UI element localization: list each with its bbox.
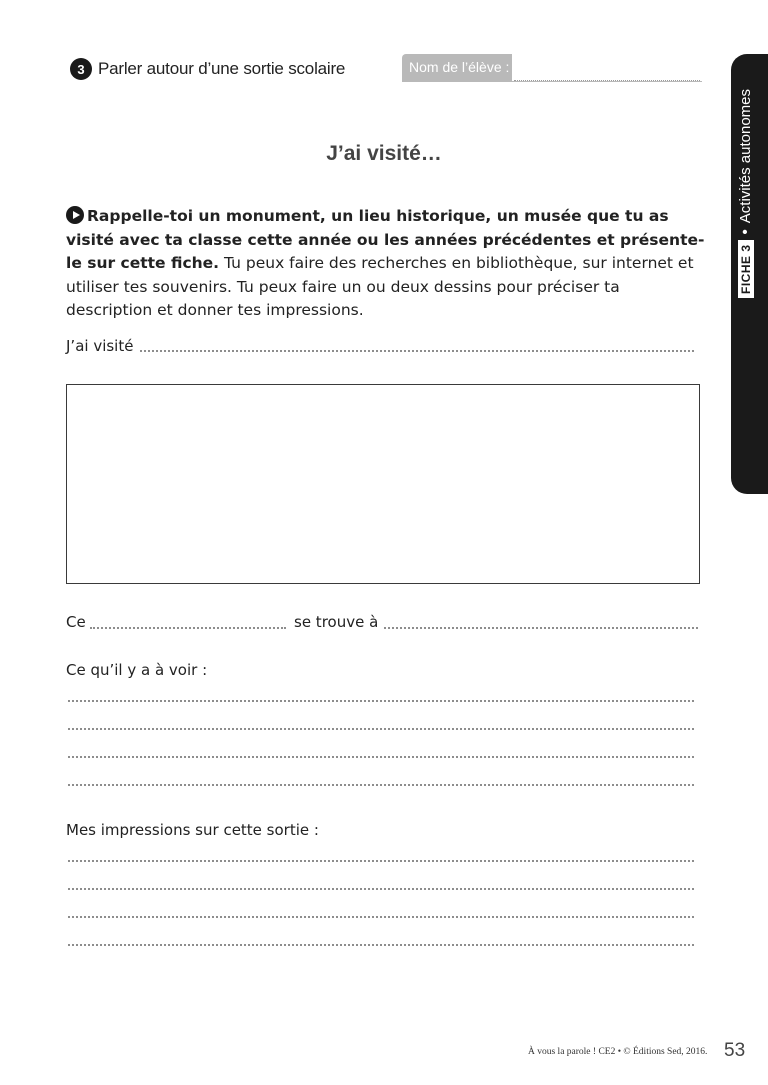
place-name-line[interactable] — [90, 627, 286, 629]
page-number: 53 — [724, 1040, 746, 1061]
impressions-label: Mes impressions sur cette sortie : — [66, 821, 319, 839]
play-icon — [66, 206, 84, 224]
student-name-underline — [402, 81, 702, 82]
voir-answer-line[interactable] — [68, 756, 694, 758]
impressions-answer-line[interactable] — [68, 944, 694, 946]
ce-label: Ce — [66, 613, 86, 631]
impressions-answer-line[interactable] — [68, 888, 694, 890]
footer-credit: À vous la parole ! CE2 • © Éditions Sed, 2016. — [528, 1047, 708, 1057]
visited-label: J’ai visité — [66, 337, 134, 355]
se-trouve-label: se trouve à — [294, 613, 379, 631]
voir-label: Ce qu’il y a à voir : — [66, 661, 208, 679]
drawing-area[interactable] — [66, 384, 700, 584]
location-line[interactable] — [384, 627, 698, 629]
instruction-block — [66, 205, 706, 323]
voir-answer-line[interactable] — [68, 728, 694, 730]
student-name-field[interactable] — [514, 66, 700, 81]
visited-answer-line[interactable] — [140, 350, 694, 352]
exercise-number-badge: 3 — [70, 58, 92, 80]
voir-answer-line[interactable] — [68, 784, 694, 786]
impressions-answer-line[interactable] — [68, 860, 694, 862]
exercise-title: Parler autour d’une sortie scolaire — [98, 59, 346, 78]
section-label: Activités autonomes — [737, 88, 754, 224]
student-name-label: Nom de l’élève : — [409, 59, 510, 75]
instruction-normal: Tu peux faire des recherches en bibliothèque, sur internet et utiliser tes souvenirs. Tu peux faire un ou deux dessins pour préciser ta description et donner tes impressions. — [66, 254, 694, 319]
page-title: J’ai visité… — [326, 142, 442, 165]
impressions-answer-line[interactable] — [68, 916, 694, 918]
fiche-label: FICHE 3 — [738, 240, 754, 298]
instruction-bold: Rappelle-toi un monument, un lieu historique, un musée que tu as visité avec ta classe cette année ou les années précédentes et présente-le sur cette fiche. — [66, 207, 705, 272]
side-tab-bullet: • — [737, 229, 754, 235]
voir-answer-line[interactable] — [68, 700, 694, 702]
